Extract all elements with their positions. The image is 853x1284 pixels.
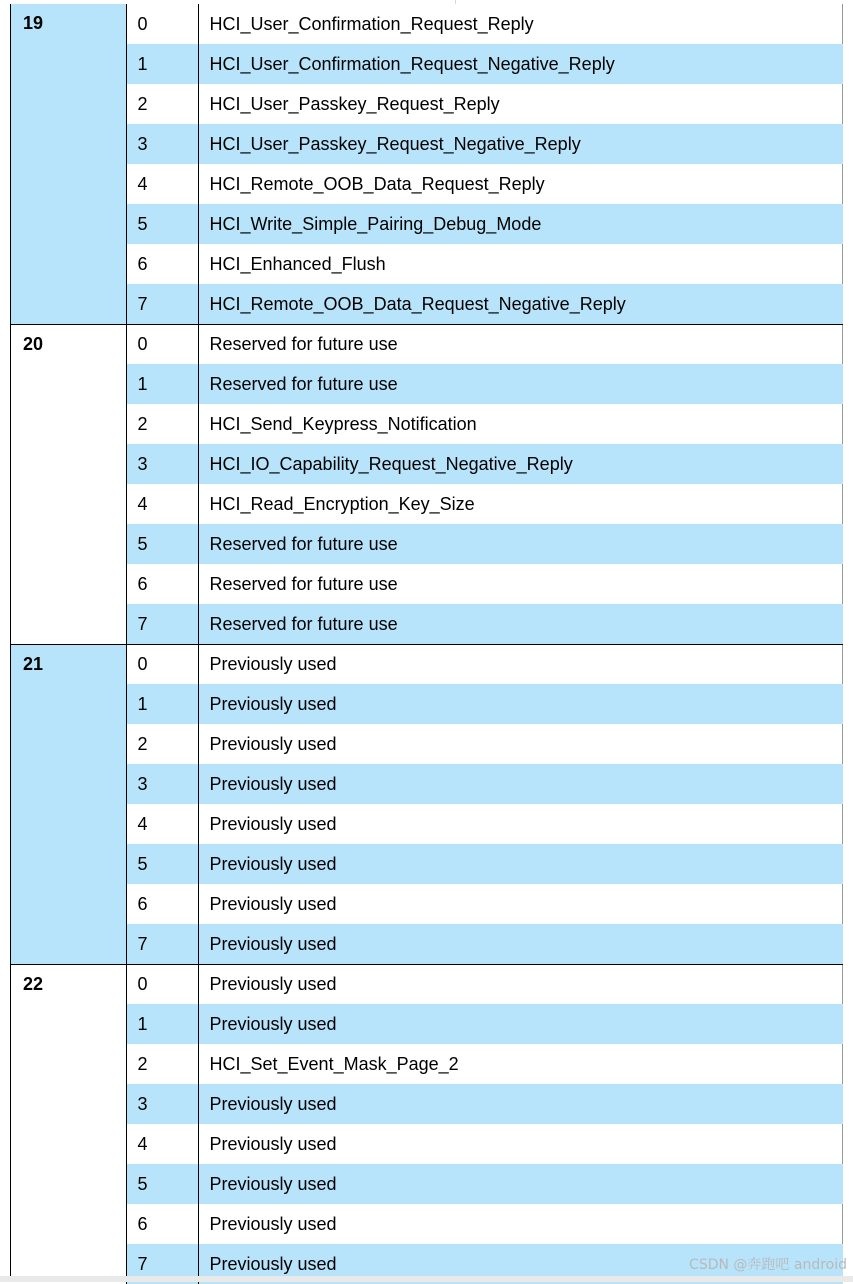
command-cell: HCI_User_Passkey_Request_Reply bbox=[209, 94, 500, 114]
table-row bbox=[11, 844, 843, 884]
bit-cell: 7 bbox=[126, 284, 198, 324]
bit-cell: 3 bbox=[126, 124, 198, 164]
bit-cell: 7 bbox=[126, 1244, 198, 1284]
bit-cell: 1 bbox=[126, 364, 198, 404]
table-row bbox=[11, 1044, 843, 1084]
document-page bbox=[10, 4, 843, 1276]
table-row bbox=[11, 644, 843, 684]
bit-cell: 2 bbox=[126, 724, 198, 764]
bit-cell: 4 bbox=[126, 164, 198, 204]
bit-cell: 4 bbox=[126, 804, 198, 844]
bit-cell: 0 bbox=[126, 324, 198, 364]
command-cell: Previously used bbox=[198, 844, 843, 884]
bit-cell: 4 bbox=[126, 1124, 198, 1164]
table-row bbox=[11, 804, 843, 844]
command-cell: Previously used bbox=[198, 684, 843, 724]
bit-cell: 6 bbox=[126, 244, 198, 284]
bit-cell: 6 bbox=[126, 564, 198, 604]
bit-cell: 5 bbox=[126, 524, 198, 564]
command-cell: Previously used bbox=[198, 644, 843, 684]
bit-cell: 1 bbox=[126, 44, 198, 84]
octet-cell: 19 bbox=[11, 4, 126, 324]
command-cell: Previously used bbox=[198, 764, 843, 804]
command-cell: Previously used bbox=[198, 1004, 843, 1044]
watermark: CSDN @奔跑吧 android bbox=[689, 1257, 847, 1273]
command-cell: Reserved for future use bbox=[198, 324, 843, 364]
command-cell: Previously used bbox=[209, 894, 337, 914]
table-row bbox=[11, 524, 843, 564]
command-cell: HCI_Read_Encryption_Key_Size bbox=[209, 494, 475, 514]
command-cell: HCI_Remote_OOB_Data_Request_Reply bbox=[209, 174, 545, 194]
bit-cell: 6 bbox=[126, 1204, 198, 1244]
table-row bbox=[11, 284, 843, 324]
table-row bbox=[11, 124, 843, 164]
table-row bbox=[11, 764, 843, 804]
command-cell: Reserved for future use bbox=[198, 604, 843, 644]
table-row bbox=[11, 1084, 843, 1124]
table-row bbox=[11, 964, 843, 1004]
command-cell: Previously used bbox=[209, 734, 337, 754]
bit-cell: 4 bbox=[126, 484, 198, 524]
command-cell: Previously used bbox=[198, 1244, 843, 1284]
bit-cell: 3 bbox=[126, 444, 198, 484]
command-cell: HCI_User_Confirmation_Request_Negative_Reply bbox=[198, 44, 843, 84]
bit-cell: 5 bbox=[126, 1164, 198, 1204]
command-cell: HCI_IO_Capability_Request_Negative_Reply bbox=[198, 444, 843, 484]
table-row bbox=[11, 1124, 843, 1164]
command-cell: HCI_Write_Simple_Pairing_Debug_Mode bbox=[198, 204, 843, 244]
table-row bbox=[11, 324, 843, 364]
command-cell: HCI_Enhanced_Flush bbox=[209, 254, 386, 274]
table-row bbox=[11, 564, 843, 604]
bit-cell: 2 bbox=[126, 84, 198, 124]
bit-cell: 6 bbox=[126, 884, 198, 924]
command-cell: HCI_User_Confirmation_Request_Reply bbox=[209, 14, 534, 34]
command-cell: Previously used bbox=[198, 1084, 843, 1124]
table-row bbox=[11, 884, 843, 924]
table-row bbox=[11, 684, 843, 724]
table-row bbox=[11, 1164, 843, 1204]
bit-cell: 1 bbox=[126, 684, 198, 724]
command-cell: Previously used bbox=[198, 964, 843, 1004]
table-row bbox=[11, 924, 843, 964]
table-row bbox=[11, 4, 843, 44]
command-cell: Previously used bbox=[198, 1164, 843, 1204]
bit-cell: 1 bbox=[126, 1004, 198, 1044]
bottom-band bbox=[0, 1276, 853, 1282]
octet-cell: 21 bbox=[11, 644, 126, 964]
bit-cell: 3 bbox=[126, 764, 198, 804]
table-body bbox=[11, 4, 843, 1284]
table-row bbox=[11, 164, 843, 204]
table-row bbox=[11, 444, 843, 484]
bit-cell: 0 bbox=[126, 964, 198, 1004]
bit-cell: 0 bbox=[126, 644, 198, 684]
bit-cell: 5 bbox=[126, 204, 198, 244]
table-row bbox=[11, 604, 843, 644]
bit-cell: 0 bbox=[126, 4, 198, 44]
bit-cell: 5 bbox=[126, 844, 198, 884]
command-cell: Reserved for future use bbox=[198, 364, 843, 404]
table-row bbox=[11, 404, 843, 444]
table-row bbox=[11, 1204, 843, 1244]
command-cell: HCI_Send_Keypress_Notification bbox=[209, 414, 477, 434]
command-cell: Previously used bbox=[209, 1214, 337, 1234]
table-row bbox=[11, 204, 843, 244]
table-row bbox=[11, 84, 843, 124]
command-cell: Previously used bbox=[209, 1134, 337, 1154]
table-row bbox=[11, 244, 843, 284]
bit-cell: 7 bbox=[126, 604, 198, 644]
supported-commands-table bbox=[11, 4, 843, 1284]
command-cell: HCI_Remote_OOB_Data_Request_Negative_Reply bbox=[198, 284, 843, 324]
octet-cell: 20 bbox=[11, 324, 126, 644]
table-row bbox=[11, 724, 843, 764]
table-row bbox=[11, 1004, 843, 1044]
bit-cell: 7 bbox=[126, 924, 198, 964]
command-cell: HCI_Set_Event_Mask_Page_2 bbox=[209, 1054, 459, 1074]
bit-cell: 3 bbox=[126, 1084, 198, 1124]
command-cell: Previously used bbox=[209, 814, 337, 834]
bit-cell: 2 bbox=[126, 1044, 198, 1084]
command-cell: Reserved for future use bbox=[198, 524, 843, 564]
command-cell: Previously used bbox=[198, 924, 843, 964]
bit-cell: 2 bbox=[126, 404, 198, 444]
command-cell: HCI_User_Passkey_Request_Negative_Reply bbox=[198, 124, 843, 164]
octet-cell: 22 bbox=[11, 964, 126, 1284]
table-row bbox=[11, 364, 843, 404]
table-row bbox=[11, 484, 843, 524]
command-cell: Reserved for future use bbox=[209, 574, 398, 594]
table-row bbox=[11, 44, 843, 84]
